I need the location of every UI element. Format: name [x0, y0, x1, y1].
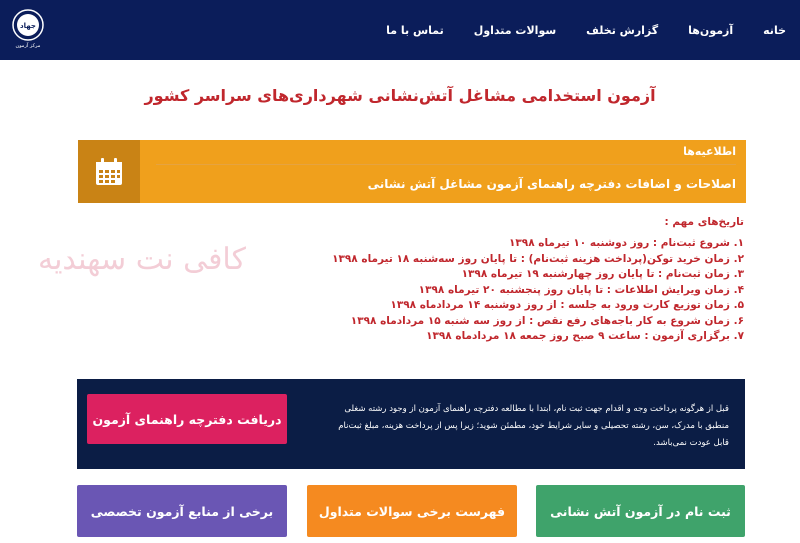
watermark-text: کافی نت سهندیه [38, 242, 246, 277]
nav-faq[interactable]: سوالات متداول [473, 23, 557, 37]
dates-header: تاریخ‌های مهم : [664, 216, 744, 228]
news-item-link[interactable]: اصلاحات و اضافات دفترچه راهنمای آزمون مشاغل آتش نشانی [367, 177, 736, 191]
register-button[interactable]: ثبت نام در آزمون آتش نشانی [536, 485, 745, 537]
news-box [78, 140, 746, 203]
nav-exams[interactable]: آزمون‌ها [688, 23, 734, 37]
date-item: ۴. زمان ویرایش اطلاعات : تا پایان روز پنجشنبه ۲۰ تیرماه ۱۳۹۸ [418, 283, 744, 296]
notice-text: قبل از هرگونه پرداخت وجه و اقدام جهت ثبت نام، ابتدا با مطالعه دفترچه راهنمای آزمون از وجود رشته شغلی منطبق با مدرک، سن، رشته تحصیلی و سایر شرایط خود، مطمئن شوید؛ زیرا پس از پرداخت هزینه، مبلغ ثبت‌نام قابل عودت نمی‌باشد. [338, 404, 729, 448]
nav-report-violation[interactable]: گزارش تخلف [586, 23, 659, 37]
download-guide-button[interactable]: دریافت دفترچه راهنمای آزمون [87, 394, 287, 444]
date-item: ۵. زمان توزیع کارت ورود به جلسه : از روز دوشنبه ۱۴ مردادماه ۱۳۹۸ [390, 299, 744, 311]
calendar-icon [78, 140, 140, 203]
page-title: آزمون استخدامی مشاغل آتش‌نشانی شهرداری‌های سراسر کشور [144, 86, 656, 105]
main-menu [386, 0, 786, 60]
date-item: ۶. زمان شروع به کار باجه‌های رفع نقص : از روز سه شنبه ۱۵ مردادماه ۱۳۹۸ [350, 314, 744, 327]
site-logo[interactable] [10, 9, 46, 49]
logo-emblem-icon [10, 9, 46, 49]
date-item: ۲. زمان خرید توکن(پرداخت هزینه ثبت‌نام) : تا پایان روز سه‌شنبه ۱۸ تیرماه ۱۳۹۸ [332, 252, 744, 265]
news-header: اطلاعیه‌ها [156, 145, 736, 165]
logo-text: جهاد [20, 22, 36, 30]
important-dates [184, 216, 744, 345]
top-navbar [0, 0, 800, 60]
date-item: ۷. برگزاری آزمون : ساعت ۹ صبح روز جمعه ۱۸ مردادماه ۱۳۹۸ [426, 330, 744, 342]
nav-contact[interactable]: تماس با ما [386, 23, 444, 37]
faq-list-button[interactable]: فهرست برخی سوالات متداول [307, 485, 517, 537]
notice-panel [77, 379, 745, 469]
exam-resources-button[interactable]: برخی از منابع آزمون تخصصی [77, 485, 287, 537]
nav-home[interactable]: خانه [763, 23, 786, 37]
date-item: ۳. زمان ثبت‌نام : تا پایان روز چهارشنبه ۱۹ تیرماه ۱۳۹۸ [461, 268, 744, 280]
date-item: ۱. شروع ثبت‌نام : روز دوشنبه ۱۰ تیرماه ۱۳۹۸ [508, 237, 744, 249]
logo-subtext: مرکز آزمون [15, 43, 41, 49]
